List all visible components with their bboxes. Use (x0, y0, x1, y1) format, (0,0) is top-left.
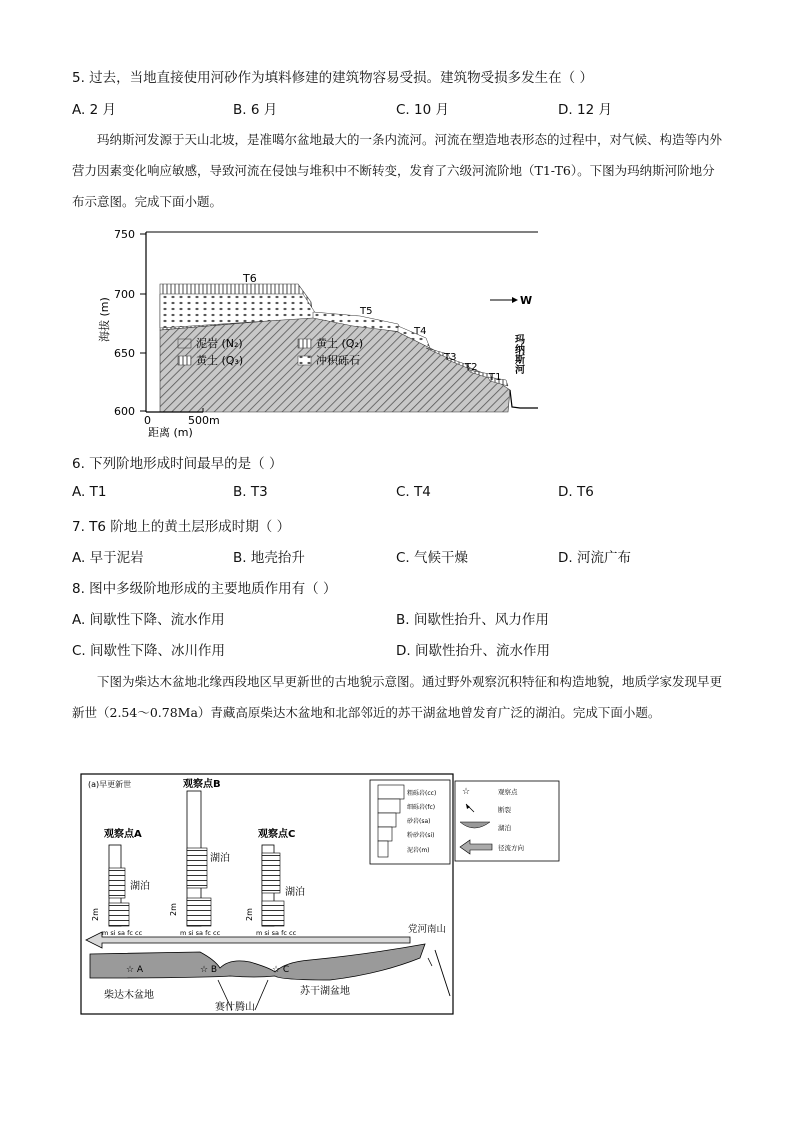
q8-option-b: B. 间歇性抬升、风力作用 (396, 612, 549, 628)
legend-loess-q2: 黄土 (Q₂) (316, 337, 364, 350)
panel-label: (a)早更新世 (88, 780, 132, 789)
q5-option-a: A. 2 月 (72, 102, 116, 118)
scale-a: 2m (91, 908, 100, 921)
q7-stem: 7. T6 阶地上的黄土层形成时期（ ） (72, 519, 291, 535)
landscape-section (80, 918, 454, 1015)
legend-cc: 粗砾岩(cc) (407, 790, 437, 797)
ridge-label: 赛什腾山 (215, 1002, 255, 1013)
label-t6: T6 (243, 272, 257, 285)
legend-m: 泥岩(m) (407, 847, 430, 854)
ytick-750: 750 (114, 228, 135, 241)
xtick-0: 0 (144, 414, 151, 427)
q8-stem: 8. 图中多级阶地形成的主要地质作用有（ ） (72, 581, 337, 597)
legend-loess-q3: 黄土 (Q₃) (196, 354, 244, 367)
label-t1: T1 (489, 372, 502, 383)
point-c-title: 观察点C (258, 829, 296, 840)
q6-option-b: B. T3 (233, 484, 268, 500)
q6-option-c: C. T4 (396, 484, 431, 500)
legend-mudstone: 泥岩 (N₂) (196, 337, 243, 350)
mountain-label: 党河南山 (408, 924, 447, 935)
q5-option-b: B. 6 月 (233, 102, 278, 118)
scale-c: 2m (245, 908, 254, 921)
star-icon: ☆ (462, 787, 471, 797)
legend-fault: 断裂 (498, 806, 511, 814)
xtick-500: 500m (188, 414, 220, 427)
q8-option-a: A. 间歇性下降、流水作用 (72, 612, 225, 628)
direction-w: W (520, 294, 533, 307)
q8-option-c: C. 间歇性下降、冰川作用 (72, 643, 226, 659)
basin-suganhu-label: 苏干湖盆地 (300, 986, 350, 997)
legend-lake: 湖泊 (498, 824, 511, 832)
passage-manas: 玛纳斯河发源于天山北坡，是准噶尔盆地最大的一条内流河。河流在塑造地表形态的过程中，对气候、构造等内外营力因素变化响应敏感，导致河流在侵蚀与堆积中不断转变，发育了六级河流阶地（T1-T6）。下图为玛纳斯河阶地分布示意图。完成下面小题。 (72, 132, 723, 209)
q5-option-c: C. 10 月 (396, 102, 449, 118)
label-t2: T2 (465, 362, 478, 373)
ytick-700: 700 (114, 288, 135, 301)
legend-runoff: 径流方向 (498, 844, 524, 852)
q5-stem: 5. 过去，当地直接使用河砂作为填料修建的建筑物容易受损。建筑物受损多发生在（ ） (72, 70, 593, 86)
x-axis-label: 距离 (m) (148, 426, 193, 439)
river-label: 玛纳斯河 (512, 334, 524, 374)
q8-option-d: D. 间歇性抬升、流水作用 (396, 643, 550, 659)
q6-option-d: D. T6 (558, 484, 594, 500)
point-a-title: 观察点A (104, 829, 142, 840)
mark-c: ☆ C (272, 965, 290, 975)
terrace-figure (98, 222, 543, 444)
legend-fc: 细砾岩(fc) (407, 804, 436, 811)
mark-b: ☆ B (200, 965, 218, 975)
lake-label-c: 湖泊 (285, 887, 305, 898)
label-t5: T5 (360, 306, 373, 317)
mark-a: ☆ A (126, 965, 144, 975)
axis-b: m si sa fc cc (180, 929, 221, 937)
basin-qaidam-label: 柴达木盆地 (104, 990, 154, 1001)
label-t3: T3 (444, 352, 457, 363)
passage-qaidam: 下图为柴达木盆地北缘西段地区早更新世的古地貌示意图。通过野外观察沉积特征和构造地貌，地质学家发现早更新世（2.54～0.78Ma）青藏高原柴达木盆地和北部邻近的苏干湖盆地曾发育广泛的湖泊。完成下面小题。 (72, 674, 723, 720)
q7-option-b: B. 地壳抬升 (233, 550, 305, 566)
y-axis-label: 海拔 (m) (98, 297, 111, 342)
axis-a: m si sa fc cc (102, 929, 143, 937)
q6-stem: 6. 下列阶地形成时间最早的是（ ） (72, 456, 283, 472)
lake-label-a: 湖泊 (130, 881, 150, 892)
scale-b: 2m (169, 903, 178, 916)
symbol-legend (454, 780, 562, 864)
q7-option-c: C. 气候干燥 (396, 550, 469, 566)
legend-point: 观察点 (498, 788, 518, 796)
label-t4: T4 (414, 326, 427, 337)
q6-option-a: A. T1 (72, 484, 107, 500)
lake-label-b: 湖泊 (210, 853, 230, 864)
legend-gravel: 冲积砾石 (316, 354, 360, 367)
q7-option-d: D. 河流广布 (558, 550, 631, 566)
legend-si: 粉砂岩(si) (407, 832, 435, 839)
axis-c: m si sa fc cc (256, 929, 297, 937)
q7-option-a: A. 早于泥岩 (72, 550, 144, 566)
ytick-650: 650 (114, 347, 135, 360)
legend-sa: 砂岩(sa) (407, 818, 431, 825)
ytick-600: 600 (114, 405, 135, 418)
point-b-title: 观察点B (183, 779, 221, 790)
q5-option-d: D. 12 月 (558, 102, 612, 118)
